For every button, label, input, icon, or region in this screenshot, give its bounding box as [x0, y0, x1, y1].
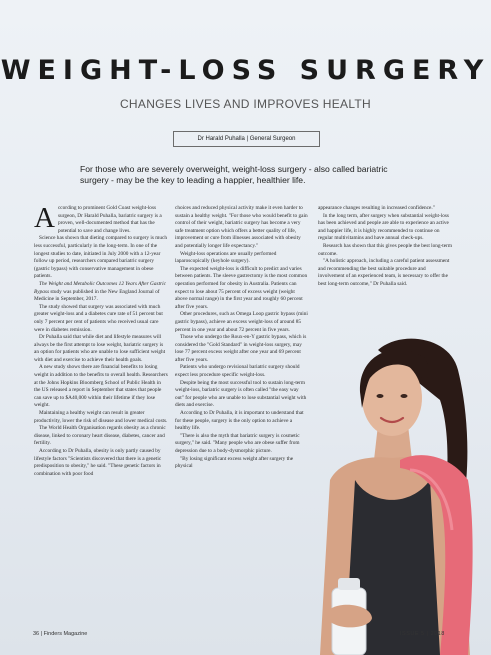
- paragraph: The study showed that surgery was associated with much greater weight-loss and a diabetes cure rate of 51 percent but only 7 percent per cent of patients who received usual care were in diabetes remission.: [34, 303, 163, 333]
- article-intro: For those who are severely overweight, weight-loss surgery - also called bariatric surgery - may be the key to leading a happier, healthier life.: [80, 164, 388, 185]
- paragraph: "By losing significant excess weight after surgery the physical: [175, 455, 294, 470]
- paragraph: Those who undergo the Roux-en-Y gastric bypass, which is considered the "Gold Standard" in weight-loss surgery, may lose 77 percent excess weight after one year and 69 percent after five years.: [175, 334, 307, 363]
- issue-footer: ISSUE 5 | 2018: [400, 631, 445, 637]
- paragraph: A new study shows there are financial benefits to losing weight in addition to the benefits to overall health. Researchers at the Johns Hopkins Bloomberg School of Public Health in the US released a report in September that states that people can save up to $A40,000 within their lifetime if they lose weight.: [34, 364, 168, 409]
- left-eye: [377, 394, 384, 398]
- paragraph: Dr Puhalla said that while diet and lifestyle measures will always be the first attempt to lose weight, bariatric surgery is an option for patients who are unable to lose sufficient weight with diet and exercise to achieve their health goals.: [34, 334, 166, 363]
- paragraph: Despite being the most successful tool to sustain long-term weight-loss, bariatric surgery is often called "the easy way out" for people who are unable to lose substantial weight with diets and exercise.: [175, 379, 307, 409]
- paragraph: The Weight and Metabolic Outcomes 12 Years After Gastric Bypass study was published in the New England Journal of Medicine in September, 2017.: [34, 280, 166, 303]
- article-column-2: [175, 205, 308, 471]
- paragraph: The World Health Organisation regards obesity as a chronic disease, linked to coronary heart disease, diabetes, cancer and fertility.: [34, 425, 166, 447]
- paragraph: Science has shown that dieting compared to surgery is much less successful, particularly in the long-term. In one of the longest studies to date, initiated in July 2000 with a 12-year follow up period, researchers compared bariatric surgery (gastric bypass) with conservative management in obese patients.: [34, 235, 168, 280]
- article-column-1: [34, 202, 168, 478]
- page-number-footer: 36 | Finders Magazine: [33, 631, 88, 637]
- paragraph: "A holistic approach, including a careful patient assessment and recommending the best suitable procedure and involvement of an experienced team, is necessary to offer the best long-term outcome," Dr Puhalla said.: [318, 258, 450, 287]
- paragraph: The expected weight-loss is difficult to predict and varies between patients. The sleeve gastrectomy is the most common operation performed for obesity in Australia. Patients can expect to lose about 75 percent of excess weight (weight above normal range) in the first year and roughly 60 percent after five years.: [175, 265, 308, 310]
- article-title: WEIGHT-LOSS SURGERY: [0, 55, 491, 86]
- paragraph: In the long term, after surgery when substantial weight-loss has been achieved and people are able to experience an active and happier life, it is highly recommended to continue on regular multivitamins and have annual check-ups.: [318, 212, 449, 242]
- paragraph: Other procedures, such as Omega Loop gastric bypass (mini gastric bypass), achieve an excess weight-loss of around 85 percent in one year and about 72 percent in five years.: [175, 311, 308, 333]
- paragraph: Patients who undergo revisional bariatric surgery should expect less procedure specific weight-loss.: [175, 364, 300, 379]
- author-byline: Dr Harald Puhalla | General Surgeon: [173, 131, 320, 147]
- drop-cap: A: [34, 202, 55, 234]
- article-column-3: [318, 205, 453, 289]
- paragraph: According to prominent Gold Coast weight-loss surgeon, Dr Harald Puhalla, bariatric surgery is a proven, well-documented method that has the potential to save and change lives.: [34, 202, 162, 234]
- bottle-cap: [338, 578, 360, 590]
- paragraph: Maintaining a healthy weight can result in greater productivity, lower the risk of disease and lower medical costs.: [34, 410, 168, 424]
- paragraph: Research has shown that this gives people the best long-term outcome.: [318, 242, 453, 257]
- paragraph: choices and reduced physical activity make it even harder to sustain a healthy weight. "For those who would benefit to gain control of their weight, bariatric surgery has become a very safe treatment option which offers a better quality of life, improvement or cure from illnesses associated with obesity and potentially longer life expectancy.": [175, 205, 308, 249]
- paragraph: "There is also the myth that bariatric surgery is cosmetic surgery," he said. "Many people who are obese suffer from depression due to a body-dysmorphic picture.: [175, 432, 300, 454]
- article-subtitle: CHANGES LIVES AND IMPROVES HEALTH: [119, 97, 372, 111]
- paragraph: According to Dr Puhalla, obesity is only partly caused by lifestyle factors "Scientists discovered that there is a genetic predisposition to obesity," he said. "These genetic factors in combination with poor food: [34, 448, 162, 477]
- paragraph: According to Dr Puhalla, it is important to understand that for these people, surgery is the only option to achieve a healthy life.: [175, 410, 304, 432]
- right-eye: [401, 394, 408, 398]
- woman-with-towel-photo: [300, 330, 491, 655]
- paragraph: appearance changes resulting in increased confidence.": [318, 205, 435, 211]
- paragraph: Weight-loss operations are usually performed laparoscopically (keyhole surgery).: [175, 250, 277, 265]
